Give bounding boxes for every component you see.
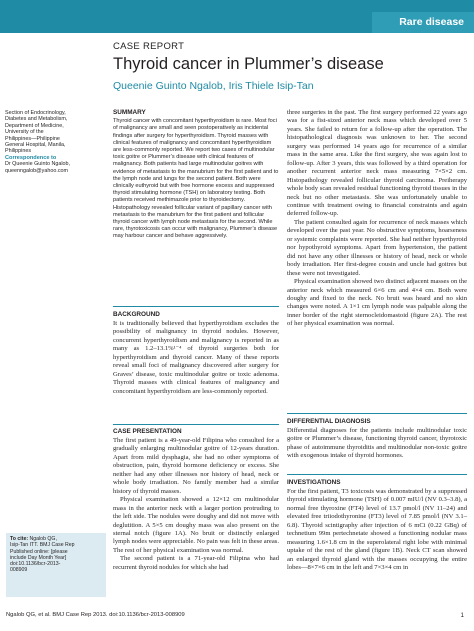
citation-label: To cite: (10, 536, 29, 542)
differential-heading: DIFFERENTIAL DIAGNOSIS (287, 418, 371, 425)
correspondence-name: Dr Queenie Guinto Ngalob, (5, 161, 71, 168)
article-type: CASE REPORT (113, 41, 185, 52)
section-divider (287, 413, 467, 414)
sidebar-notes (5, 110, 105, 174)
author-list: Queenie Guinto Ngalob, Iris Thiele Isip-Tan (113, 80, 314, 92)
citation-line: Published online: [please (10, 548, 68, 555)
affiliation-line: Department of Medicine, (5, 122, 64, 129)
paragraph: The patient consulted again for recurrence of neck masses which developed over the past year. No obstructive symptoms, hoarseness or systemic complaints were reported. She had neither hyperthyroid nor hypothyroid symptoms. Apart from hypertension, the patient did not have any other illnesses or history of head, neck or whole body irradiation. Her first-degree cousin and uncle had goitres but these were not investigated. (287, 218, 467, 277)
section-divider (113, 306, 279, 307)
summary-section (113, 109, 279, 241)
background-heading: BACKGROUND (113, 311, 160, 318)
case-presentation-body (113, 437, 279, 572)
differential-body (287, 427, 467, 461)
right-column-body (287, 109, 467, 329)
affiliation-line: Diabetes and Metabolism, (5, 116, 68, 123)
citation-line: Ngalob QG, (29, 536, 57, 542)
affiliation (5, 110, 105, 155)
paragraph: Differential diagnoses for the patients include multinodular toxic goitre or Plummer’s disease, functioning thyroid cancer, thyrotoxic phase of autoimmune thyroiditis and multinodular non-toxic goitre with exogenous intake of thyroid hormones. (287, 427, 467, 460)
paragraph: The second patient is a 71-year-old Filipina who had recurrent thyroid nodules for which she had (113, 555, 279, 571)
affiliation-line: Philippines—Philippine (5, 135, 60, 142)
paragraph: Physical examination showed two distinct adjacent masses on the anterior neck which measured 6×6 cm and 4×4 cm. Both were doughy and fixed to the neck. No bruit was heard and no skin changes were noted. A 1×1 cm lymph node was palpable along the inner border of the right sternocleidomastoid (figure 2A). The rest of her physical examination was normal. (287, 278, 467, 328)
section-tag: Rare disease (372, 12, 474, 33)
summary-text: Thyroid cancer with concomitant hyperthyroidism is rare. Most foci of malignancy are small and seen postoperatively as incidental findings after surgery for hyperthyroidism. Thyroid masses with clinical features of malignancy and concomitant hyperthyroidism are less-commonly reported. We report two cases of multinodular toxic goitre or Plummer’s disease with clinical features of malignancy. Both patients had large multinodular goitres with evidence of metastasis to the manubrium for the first patient and to the lymph node and lungs for the second patient. Both were clinically euthyroid but with free hormone excess and suppressed thyroid stimulating hormone (TSH) on laboratory testing. Both patients received methimazole prior to thyroidectomy. Histopathology revealed follicular variant of papillary cancer with metastasis to the manubrium for the first patient and follicular thyroid cancer with lymph node metastasis for the second. While rare, thyrotoxicosis can occur with malignancy, Plummer’s disease may harbour cancer and behave aggressively. (113, 118, 279, 240)
paragraph: three surgeries in the past. The first surgery performed 22 years ago was for a fist-sized anterior neck mass which developed over 5 years. She failed to return for a follow-up after the operation. The histopathological diagnosis was unknown to her. The second surgery was performed 14 years ago for recurrence of a similar mass in the same area. Like the first surgery, she was again lost to follow-up. After 3 years, this was followed by a third operation for another recurrent anterior neck mass measuring 7×5×2 cm. Histopathology revealed follicular thyroid carcinoma. Preiherapy whole body scan revealed residual functioning thyroid tissues in the neck but no other metastasis. She was unfortunately unable to continue with treatment owing to financial constraints and again deferred follow-up. (287, 109, 467, 218)
page-number: 1 (460, 612, 464, 619)
paragraph: For the first patient, T3 toxicosis was demonstrated by a suppressed thyroid stimulating hormone (TSH) of 0.007 mIU/l (NV 0.3–3.8), a normal free thyroxine (FT4) level of 13.7 pmol/l (NV 11–24) and elevated free triiodothyronine (FT3) level of 7.85 pmol/l (NV 3.1–6.8). Thyroid scintigraphy after injection of 6 mCi (0.22 GBq) of technetium 99m pertechnetate showed a functioning nodular mass measuring 1.6×1.8 cm in the superolateral right lobe with minimal uptake of the rest of the gland (figure 1B). Neck CT scan showed an enlarged thyroid gland with the masses occupying the entire lobes—8×7×6 cm in the left and 7×3×4 cm in (287, 488, 467, 572)
paragraph: Physical examination showed a 12×12 cm multinodular mass in the anterior neck with a larger portion protruding to the left side. The nodules were doughy and did not move with deglutition. A 5×5 cm doughy mass was also present on the sternal notch (figure 1A). No bruit or distinctly enlarged lymph nodes were appreciable. No pain was felt in these areas. The rest of her physical examination was normal. (113, 496, 279, 554)
citation-line: 008909 (10, 567, 28, 574)
correspondence-email[interactable]: queenngalob@yahoo.com (5, 167, 69, 174)
section-divider (287, 474, 467, 475)
citation-line: include Day Month Year] (10, 554, 67, 561)
citation-line: doi:10.1136/bcr-2013- (10, 561, 61, 568)
summary-heading: SUMMARY (113, 109, 146, 116)
investigations-heading: INVESTIGATIONS (287, 479, 341, 486)
article-title: Thyroid cancer in Plummer’s disease (113, 55, 384, 73)
correspondence (5, 155, 105, 174)
background-body (113, 320, 279, 396)
citation-line: Isip-Tan ITT. BMJ Case Rep (10, 542, 75, 549)
footer-citation: Ngalob QG, et al. BMJ Case Rep 2013. doi:10.1136/bcr-2013-008909 (6, 612, 185, 618)
affiliation-line: General Hospital, Manila, (5, 142, 66, 149)
paragraph: It is traditionally believed that hyperthyroidism excludes the possibility of malignancy in thyroid nodules. However, concurrent hyperthyroidism and malignancy is reported in as many as 1.2–13.1%¹⁻⁴ of thyroid surgeries both for hyperthyroidism and thyroid cancer. Many of these reports reveal small foci of malignancy discovered after surgery for Graves’ disease, toxic multinodular goitre or toxic adenoma. Thyroid masses with clinical features of malignancy and concomitant hyperthyroidism are less-commonly reported. (113, 320, 279, 395)
affiliation-line: Section of Endocrinology, (5, 110, 66, 116)
correspondence-label: Correspondence to (5, 154, 57, 161)
affiliation-line: University of the (5, 129, 44, 136)
citation-box (6, 533, 106, 597)
section-divider (113, 424, 279, 425)
case-presentation-heading: CASE PRESENTATION (113, 428, 182, 435)
paragraph: The first patient is a 49-year-old Filipina who consulted for a gradually enlarging multinodular goitre of 12-years duration. Apart from mild dysphagia, she had no other symptoms of obstruction, pain, thyroid hormone deficiency or excess. She neither had any other illnesses nor history of head, neck or whole body irradiation. No family member had a similar history of thyroid masses. (113, 437, 279, 495)
affiliation-line: Philippines (5, 148, 32, 155)
investigations-body (287, 488, 467, 573)
